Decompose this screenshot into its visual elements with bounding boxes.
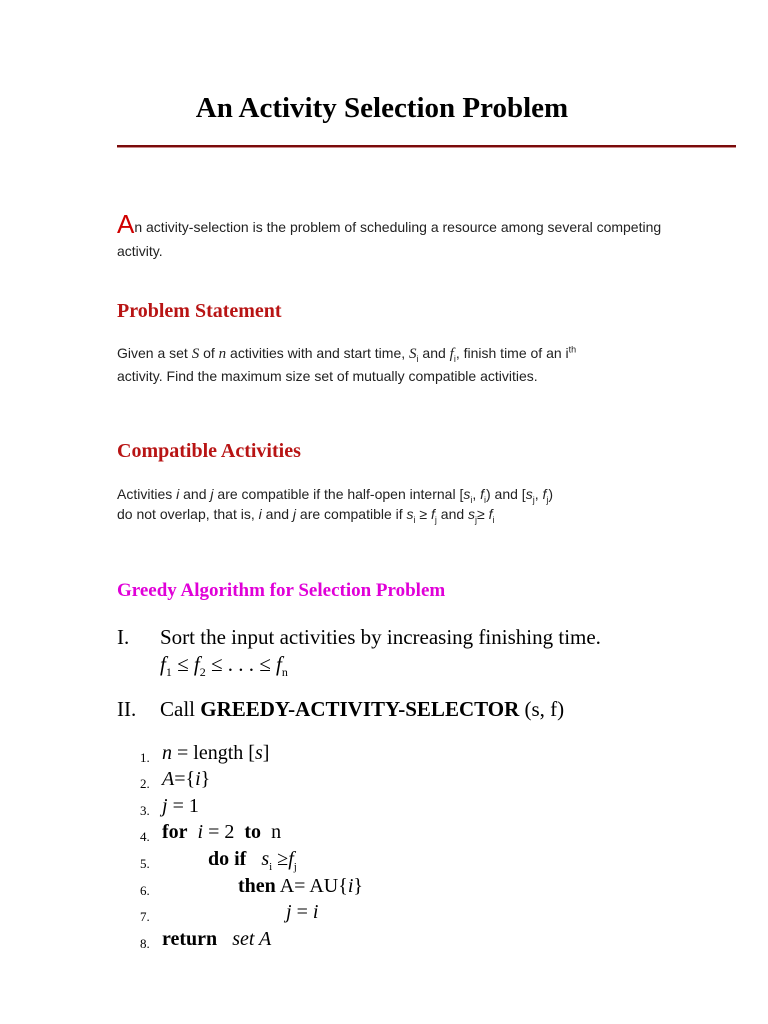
algo-line-6: then A= AU{i} [238, 875, 363, 897]
algo-line-2: A={i} [162, 768, 211, 790]
line-number-8: 8. [140, 936, 150, 951]
compatible-activities-text [117, 484, 717, 524]
compatible-line-2: do not overlap, that is, i and j are compatible if $s_i \ge f_j$ and $s_j\ge f_i$ [117, 506, 495, 525]
compatible-activities-heading: Compatible Activities [117, 440, 301, 462]
greedy-activity-selector-name: GREEDY-ACTIVITY-SELECTOR [200, 697, 520, 721]
line-number-7: 7. [140, 909, 150, 924]
step-1-formula: $f_1 \le f_2$ ≤ . . . ≤ $f_n$ [160, 652, 288, 680]
line-number-1: 1. [140, 750, 150, 765]
line-number-3: 3. [140, 803, 150, 818]
intro-paragraph [117, 209, 677, 263]
algo-line-5: do if $s_i \ge f_j$ [208, 848, 297, 873]
algo-line-3: j = 1 [162, 795, 199, 817]
problem-statement-heading: Problem Statement [117, 300, 282, 322]
step-2-number: II. [117, 697, 137, 721]
drop-cap: A [117, 209, 135, 239]
line-number-4: 4. [140, 829, 150, 844]
step-1-text: Sort the input activities by increasing finishing time. [160, 625, 601, 649]
line-number-5: 5. [140, 856, 150, 871]
intro-text: n activity-selection is the problem of scheduling a resource among several competing activity. [117, 219, 662, 259]
algo-line-7: j = i [286, 901, 319, 923]
step-1-number: I. [117, 625, 130, 649]
step-2-text: Call GREEDY-ACTIVITY-SELECTOR (s, f) [160, 697, 565, 721]
algo-line-4: for i = 2 to n [162, 821, 282, 843]
line-number-2: 2. [140, 776, 150, 791]
algo-line-1: n = length [s] [162, 742, 270, 764]
title-divider [117, 145, 736, 148]
compatible-line-1: Activities i and j are compatible if the half-open internal [$s_i$, $f_i$) and [$s_j$, $f_j$) [117, 486, 554, 505]
problem-statement-text: Given a set S of n activities with and start time, $S_i$ and $f_i$, finish time of an $i^{th}$ activity. Find the maximum size set of mutually compatible activities. [117, 344, 577, 384]
algo-line-8: return set A [162, 928, 272, 950]
page-title: An Activity Selection Problem [195, 92, 569, 124]
greedy-algorithm-heading: Greedy Algorithm for Selection Problem [117, 580, 446, 601]
line-number-6: 6. [140, 883, 150, 898]
